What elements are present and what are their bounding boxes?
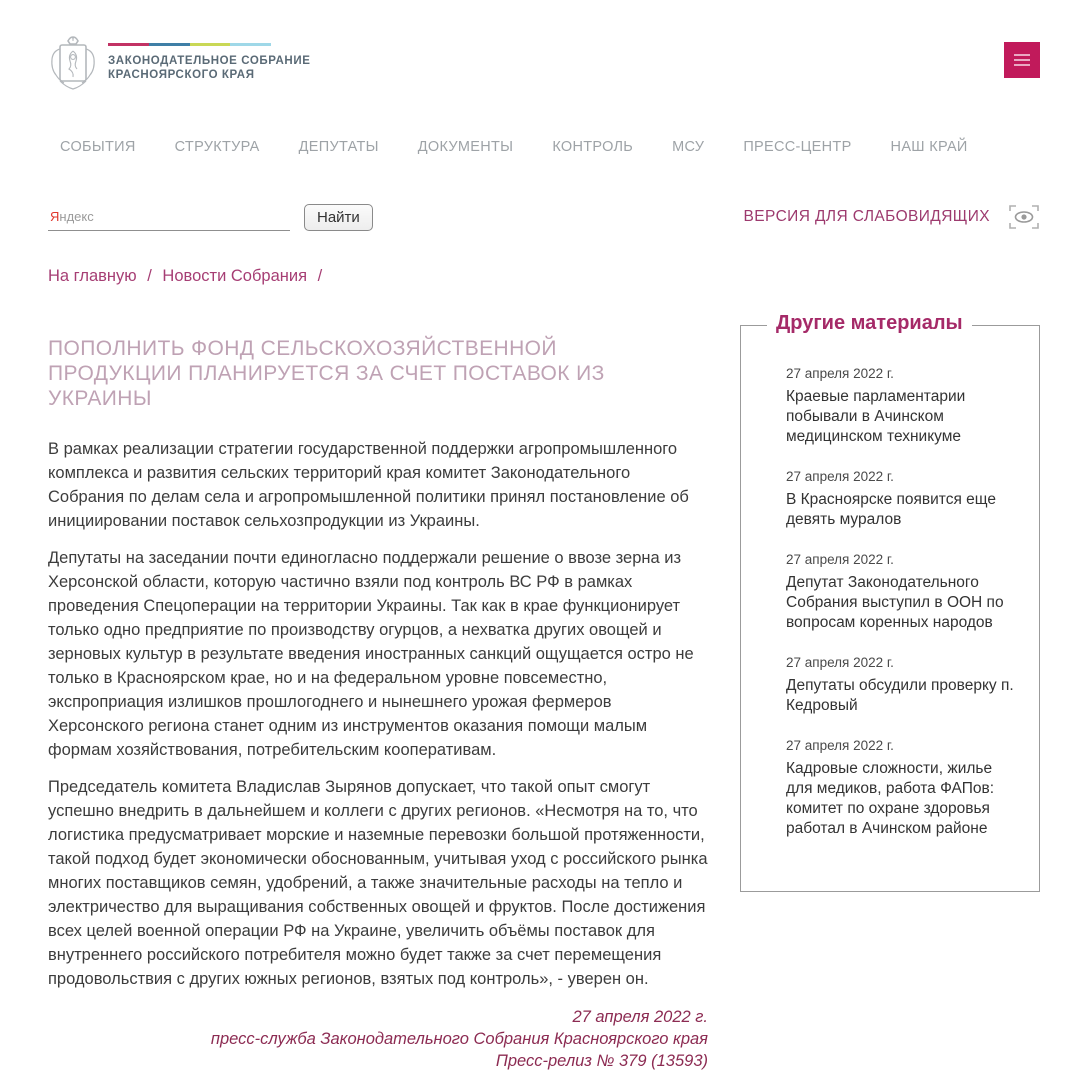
breadcrumb-separator: / — [147, 267, 152, 285]
nav-item-control[interactable]: КОНТРОЛЬ — [552, 139, 634, 155]
logo-color-line — [108, 43, 271, 46]
article-body — [48, 437, 708, 991]
article-paragraph: В рамках реализации стратегии государственной поддержки агропромышленного комплекса и развития сельских территорий края комитет Законодательного Собрания по делам села и агропромышленной политики принял постановление об инициировании поставок сельхозпродукции из Украины. — [48, 440, 689, 530]
eye-icon[interactable] — [1008, 203, 1040, 231]
breadcrumb-home-link[interactable]: На главную — [48, 267, 137, 285]
logo-title-line2: КРАСНОЯРСКОГО КРАЯ — [108, 69, 255, 81]
list-item — [786, 366, 1019, 447]
other-materials-box — [740, 312, 1040, 892]
sidebar-item-link[interactable]: Краевые парламентарии побывали в Ачинском медицинском техникуме — [786, 388, 966, 445]
list-item — [786, 738, 1019, 839]
coat-of-arms-icon — [48, 35, 98, 93]
article-footer-release: Пресс-релиз № 379 (13593) — [495, 1052, 708, 1070]
article-paragraph: Депутаты на заседании почти единогласно поддержали решение о ввозе зерна из Херсонской области, которую частично взяли под контроль ВС РФ в рамках проведения Спецоперации на территории Украины. Так как в крае функционирует только одно предприятие по производству огурцов, а нехватка других овощей и зерновых культур в результате введения иностранных санкций ощущается остро не только в Красноярском крае, но и на федеральном уровне повсеместно, экспроприация излишков прошлогоднего и нынешнего урожая фермеров Херсонского региона станет одним из инструментов оказания помощи малым формам хозяйствования, потребительским кооперативам. — [48, 549, 694, 759]
search-field — [48, 205, 290, 231]
site-logo[interactable] — [48, 35, 1040, 93]
article-footer-source: пресс-служба Законодательного Собрания Красноярского края — [210, 1030, 708, 1048]
nav-item-deputies[interactable]: ДЕПУТАТЫ — [298, 139, 379, 155]
article-footer — [48, 1006, 708, 1072]
main-content — [48, 312, 1040, 1072]
article-title: ПОПОЛНИТЬ ФОНД СЕЛЬСКОХОЗЯЙСТВЕННОЙ ПРОДУКЦИИ ПЛАНИРУЕТСЯ ЗА СЧЕТ ПОСТАВОК ИЗ УКРАИНЫ — [48, 337, 605, 410]
sidebar-title: Другие материалы — [767, 312, 972, 335]
nav-item-msu[interactable]: МСУ — [672, 139, 705, 155]
list-item — [786, 552, 1019, 633]
list-item — [786, 469, 1019, 530]
sidebar-item-date: 27 апреля 2022 г. — [786, 552, 894, 567]
nav-item-structure[interactable]: СТРУКТУРА — [174, 139, 260, 155]
sidebar-item-link[interactable]: Депутат Законодательного Собрания выступил в ООН по вопросам коренных народов — [786, 574, 1004, 631]
sidebar-item-date: 27 апреля 2022 г. — [786, 366, 894, 381]
hamburger-menu-button[interactable] — [1004, 42, 1040, 78]
main-nav — [48, 139, 1040, 155]
nav-item-press-center[interactable]: ПРЕСС-ЦЕНТР — [743, 139, 852, 155]
list-item — [786, 655, 1019, 716]
accessibility-block — [744, 203, 1040, 231]
sidebar-item-date: 27 апреля 2022 г. — [786, 469, 894, 484]
article-paragraph: Председатель комитета Владислав Зырянов допускает, что такой опыт смогут успешно внедрить в дальнейшем и коллеги с других регионов. «Несмотря на то, что логистика предусматривает морские и наземные перевозки большой протяженности, такой подход будет экономически обоснованным, учитывая уход с российского рынка многих поставщиков семян, удобрений, а также значительные расходы на тепло и электричество для выращивания собственных овощей и фруктов. После достижения всех целей военной операции РФ на Украине, увеличить объёмы поставок для внутреннего российского потребителя можно будет также за счет перемещения продовольствия с других южных регионов, взятых под контроль», - уверен он. — [48, 778, 708, 988]
logo-text-block — [108, 35, 310, 82]
search-input[interactable] — [48, 205, 290, 230]
hamburger-icon — [1014, 54, 1030, 56]
search-widget — [48, 204, 373, 231]
search-button[interactable]: Найти — [304, 204, 373, 231]
sidebar-item-link[interactable]: Кадровые сложности, жилье для медиков, работа ФАПов: комитет по охране здоровья работал в Ачинском районе — [786, 760, 995, 837]
sidebar-item-link[interactable]: В Красноярске появится еще девять муралов — [786, 491, 996, 528]
nav-item-our-region[interactable]: НАШ КРАЙ — [890, 139, 968, 155]
nav-item-documents[interactable]: ДОКУМЕНТЫ — [417, 139, 514, 155]
yandex-logo: Яндекс — [50, 208, 94, 224]
site-header — [48, 0, 1040, 93]
sidebar-item-date: 27 апреля 2022 г. — [786, 655, 894, 670]
sidebar-item-link[interactable]: Депутаты обсудили проверку п. Кедровый — [786, 677, 1014, 714]
breadcrumb — [48, 267, 1040, 286]
article-footer-date: 27 апреля 2022 г. — [572, 1008, 708, 1026]
sidebar-item-date: 27 апреля 2022 г. — [786, 738, 894, 753]
search-row — [48, 203, 1040, 231]
article — [48, 325, 708, 1072]
breadcrumb-separator: / — [317, 267, 323, 285]
accessibility-version-link[interactable]: ВЕРСИЯ ДЛЯ СЛАБОВИДЯЩИХ — [743, 208, 990, 225]
sidebar — [740, 312, 1040, 892]
breadcrumb-news-link[interactable]: Новости Собрания — [162, 267, 308, 285]
nav-item-events[interactable]: СОБЫТИЯ — [60, 139, 136, 155]
logo-title-line1: ЗАКОНОДАТЕЛЬНОЕ СОБРАНИЕ — [108, 55, 311, 67]
